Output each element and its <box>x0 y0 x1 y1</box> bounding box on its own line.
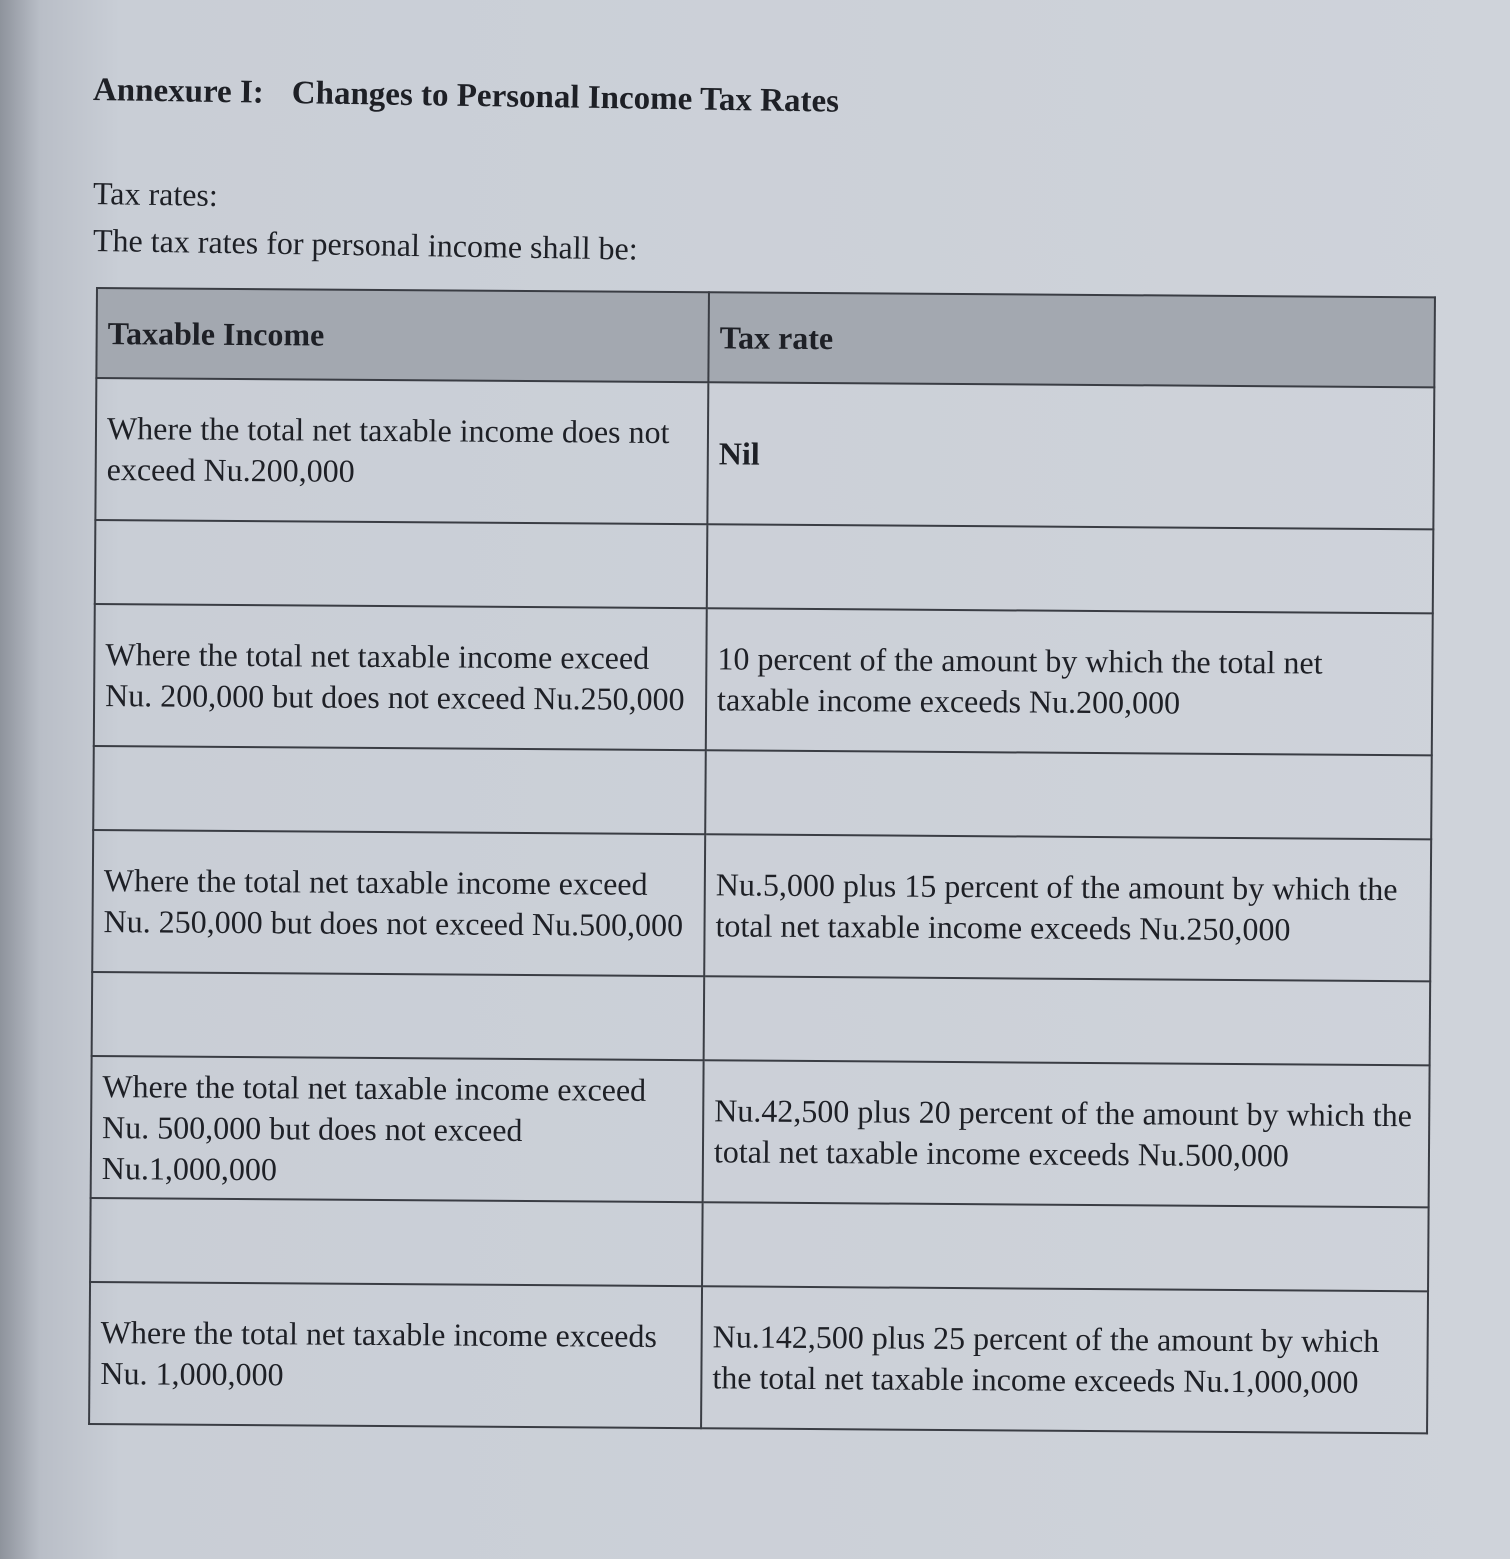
empty-row <box>90 1198 1429 1291</box>
empty-row <box>95 520 1434 613</box>
rate-cell: Nu.42,500 plus 20 percent of the amount by which the total net taxable income exceeds Nu.500,000 <box>703 1060 1430 1207</box>
tax-rate-table <box>88 287 1436 1434</box>
intro-text: The tax rates for personal income shall be: <box>92 222 638 267</box>
table-row <box>94 604 1433 755</box>
table-row <box>92 830 1431 981</box>
title-text: Changes to Personal Income Tax Rates <box>291 75 840 120</box>
empty-cell <box>704 976 1431 1065</box>
table-header-row <box>96 288 1435 387</box>
page-title <box>93 72 840 121</box>
empty-cell <box>702 1202 1429 1291</box>
rate-cell: Nu.142,500 plus 25 percent of the amount by which the total net taxable income exceeds Nu.1,000,000 <box>701 1286 1428 1433</box>
rate-cell: Nil <box>707 382 1434 529</box>
income-cell: Where the total net taxable income exceed Nu. 250,000 but does not exceed Nu.500,000 <box>92 830 705 976</box>
section-heading: Tax rates: <box>92 175 219 213</box>
header-tax-rate: Tax rate <box>708 292 1435 387</box>
empty-row <box>92 972 1431 1065</box>
income-cell: Where the total net taxable income exceeds Nu. 1,000,000 <box>89 1282 702 1428</box>
table-row <box>91 1056 1430 1207</box>
empty-cell <box>92 972 705 1060</box>
income-cell: Where the total net taxable income exceed Nu. 200,000 but does not exceed Nu.250,000 <box>94 604 707 750</box>
table-row <box>95 378 1434 529</box>
rate-cell: 10 percent of the amount by which the total net taxable income exceeds Nu.200,000 <box>706 608 1433 755</box>
income-cell: Where the total net taxable income does not exceed Nu.200,000 <box>95 378 708 524</box>
rate-cell: Nu.5,000 plus 15 percent of the amount by which the total net taxable income exceeds Nu.250,000 <box>704 834 1431 981</box>
empty-cell <box>90 1198 703 1286</box>
income-cell: Where the total net taxable income exceed Nu. 500,000 but does not exceed Nu.1,000,000 <box>91 1056 704 1202</box>
empty-row <box>93 746 1432 839</box>
table-row <box>89 1282 1428 1433</box>
header-taxable-income: Taxable Income <box>96 288 709 382</box>
empty-cell <box>707 524 1434 613</box>
annexure-label: Annexure I: <box>92 72 265 111</box>
empty-cell <box>705 750 1432 839</box>
empty-cell <box>93 746 706 834</box>
empty-cell <box>95 520 708 608</box>
